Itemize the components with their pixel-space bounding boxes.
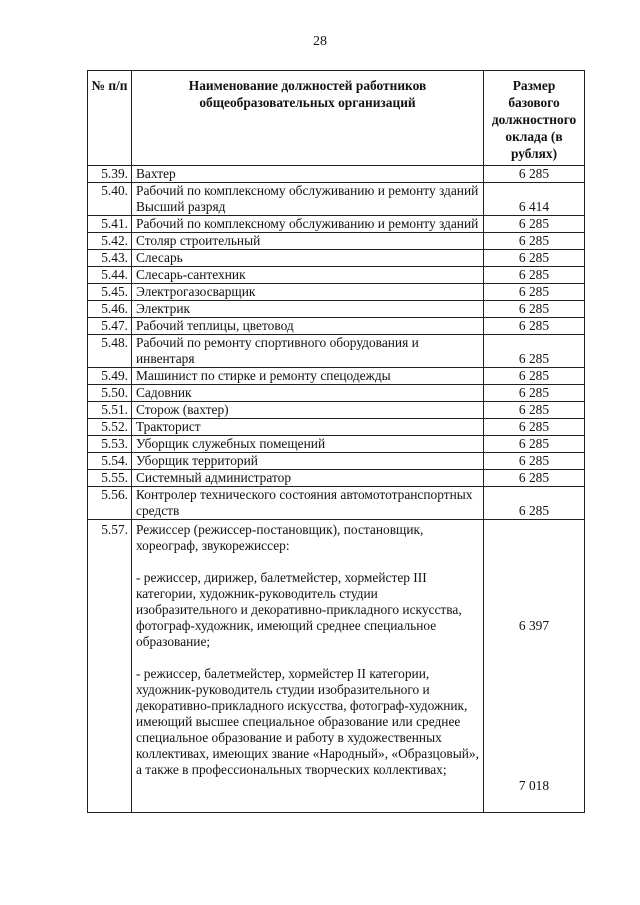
row-salary: 6 285 <box>484 335 585 368</box>
row-number: 5.45. <box>88 284 132 301</box>
header-salary: Размер базового должностного оклада (в рублях) <box>484 71 585 166</box>
row-number: 5.44. <box>88 267 132 284</box>
row-position: Рабочий теплицы, цветовод <box>132 318 484 335</box>
table-row <box>88 402 585 419</box>
row-number: 5.51. <box>88 402 132 419</box>
row-position <box>132 183 484 216</box>
row-salary: 6 414 <box>484 183 585 216</box>
row-salary: 6 285 <box>484 318 585 335</box>
row-salary-cell <box>484 520 585 813</box>
row-position <box>132 520 484 813</box>
row-salary: 6 285 <box>484 470 585 487</box>
row-salary: 6 285 <box>484 419 585 436</box>
table-row-5-57 <box>88 520 585 813</box>
row-salary: 6 285 <box>484 385 585 402</box>
table-row <box>88 436 585 453</box>
row-salary-1: 6 397 <box>518 618 550 633</box>
row-position: Сторож (вахтер) <box>132 402 484 419</box>
table-header-row <box>88 71 585 166</box>
row-position: Электрик <box>132 301 484 318</box>
row-position: Столяр строительный <box>132 233 484 250</box>
row-salary: 6 285 <box>484 453 585 470</box>
row-number: 5.53. <box>88 436 132 453</box>
table-row <box>88 487 585 520</box>
row-position: Рабочий по ремонту спортивного оборудования и инвентаря <box>132 335 484 368</box>
row-position: Вахтер <box>132 166 484 183</box>
row-salary: 6 285 <box>484 487 585 520</box>
row-number: 5.50. <box>88 385 132 402</box>
table-row <box>88 233 585 250</box>
row-position-intro: Режиссер (режиссер-постановщик), постановщик, хореограф, звукорежиссер: <box>136 522 424 553</box>
row-position: Садовник <box>132 385 484 402</box>
row-number: 5.43. <box>88 250 132 267</box>
table-row <box>88 267 585 284</box>
table-row <box>88 368 585 385</box>
row-number: 5.46. <box>88 301 132 318</box>
row-number: 5.40. <box>88 183 132 216</box>
table-row <box>88 166 585 183</box>
row-salary: 6 285 <box>484 166 585 183</box>
row-position: Рабочий по комплексному обслуживанию и ремонту зданий <box>132 216 484 233</box>
page-number: 28 <box>313 34 327 49</box>
row-salary: 6 285 <box>484 216 585 233</box>
row-position-grade: Высший разряд <box>136 199 226 214</box>
row-salary: 6 285 <box>484 250 585 267</box>
table-row <box>88 318 585 335</box>
row-position: Машинист по стирке и ремонту спецодежды <box>132 368 484 385</box>
header-number: № п/п <box>88 71 132 166</box>
row-number: 5.55. <box>88 470 132 487</box>
row-number: 5.56. <box>88 487 132 520</box>
row-number: 5.39. <box>88 166 132 183</box>
row-number: 5.41. <box>88 216 132 233</box>
table-row <box>88 335 585 368</box>
row-position: Слесарь <box>132 250 484 267</box>
table-row <box>88 470 585 487</box>
row-position: Уборщик территорий <box>132 453 484 470</box>
table-row <box>88 301 585 318</box>
row-salary: 6 285 <box>484 402 585 419</box>
row-salary: 6 285 <box>484 436 585 453</box>
row-number: 5.42. <box>88 233 132 250</box>
row-number: 5.49. <box>88 368 132 385</box>
row-number: 5.54. <box>88 453 132 470</box>
table-row <box>88 183 585 216</box>
row-position: Электрогазосварщик <box>132 284 484 301</box>
row-position-text: Рабочий по комплексному обслуживанию и ремонту зданий <box>136 183 479 198</box>
table-row <box>88 284 585 301</box>
table-row <box>88 216 585 233</box>
row-position-item-1: - режиссер, дирижер, балетмейстер, хормейстер III категории, художник-руководитель студии изобразительного и декоративно-прикладного искусства, фотограф-художник, имеющий среднее специальное образование; <box>136 570 462 649</box>
row-salary: 6 285 <box>484 301 585 318</box>
row-number: 5.52. <box>88 419 132 436</box>
row-salary: 6 285 <box>484 284 585 301</box>
row-position: Системный администратор <box>132 470 484 487</box>
row-number: 5.57. <box>88 520 132 813</box>
table-row <box>88 419 585 436</box>
row-number: 5.47. <box>88 318 132 335</box>
row-salary: 6 285 <box>484 368 585 385</box>
row-salary: 6 285 <box>484 233 585 250</box>
row-position: Уборщик служебных помещений <box>132 436 484 453</box>
row-position-item-2: - режиссер, балетмейстер, хормейстер II категории, художник-руководитель студии изобразительного и декоративно-прикладного искусства, фотограф-художник, имеющий высшее специальное образование или среднее специальное образование и работу в художественных коллективах, имеющих звание «Народный», «Образцовый», а также в профессиональных творческих коллективах; <box>136 666 479 777</box>
table-row <box>88 453 585 470</box>
row-position: Слесарь-сантехник <box>132 267 484 284</box>
header-position-name: Наименование должностей работников общеобразовательных организаций <box>132 71 484 166</box>
row-position: Тракторист <box>132 419 484 436</box>
row-position: Контролер технического состояния автомототранспортных средств <box>132 487 484 520</box>
row-number: 5.48. <box>88 335 132 368</box>
row-salary-2: 7 018 <box>518 778 550 793</box>
salary-table <box>87 70 585 813</box>
table-row <box>88 385 585 402</box>
table-row <box>88 250 585 267</box>
row-salary: 6 285 <box>484 267 585 284</box>
